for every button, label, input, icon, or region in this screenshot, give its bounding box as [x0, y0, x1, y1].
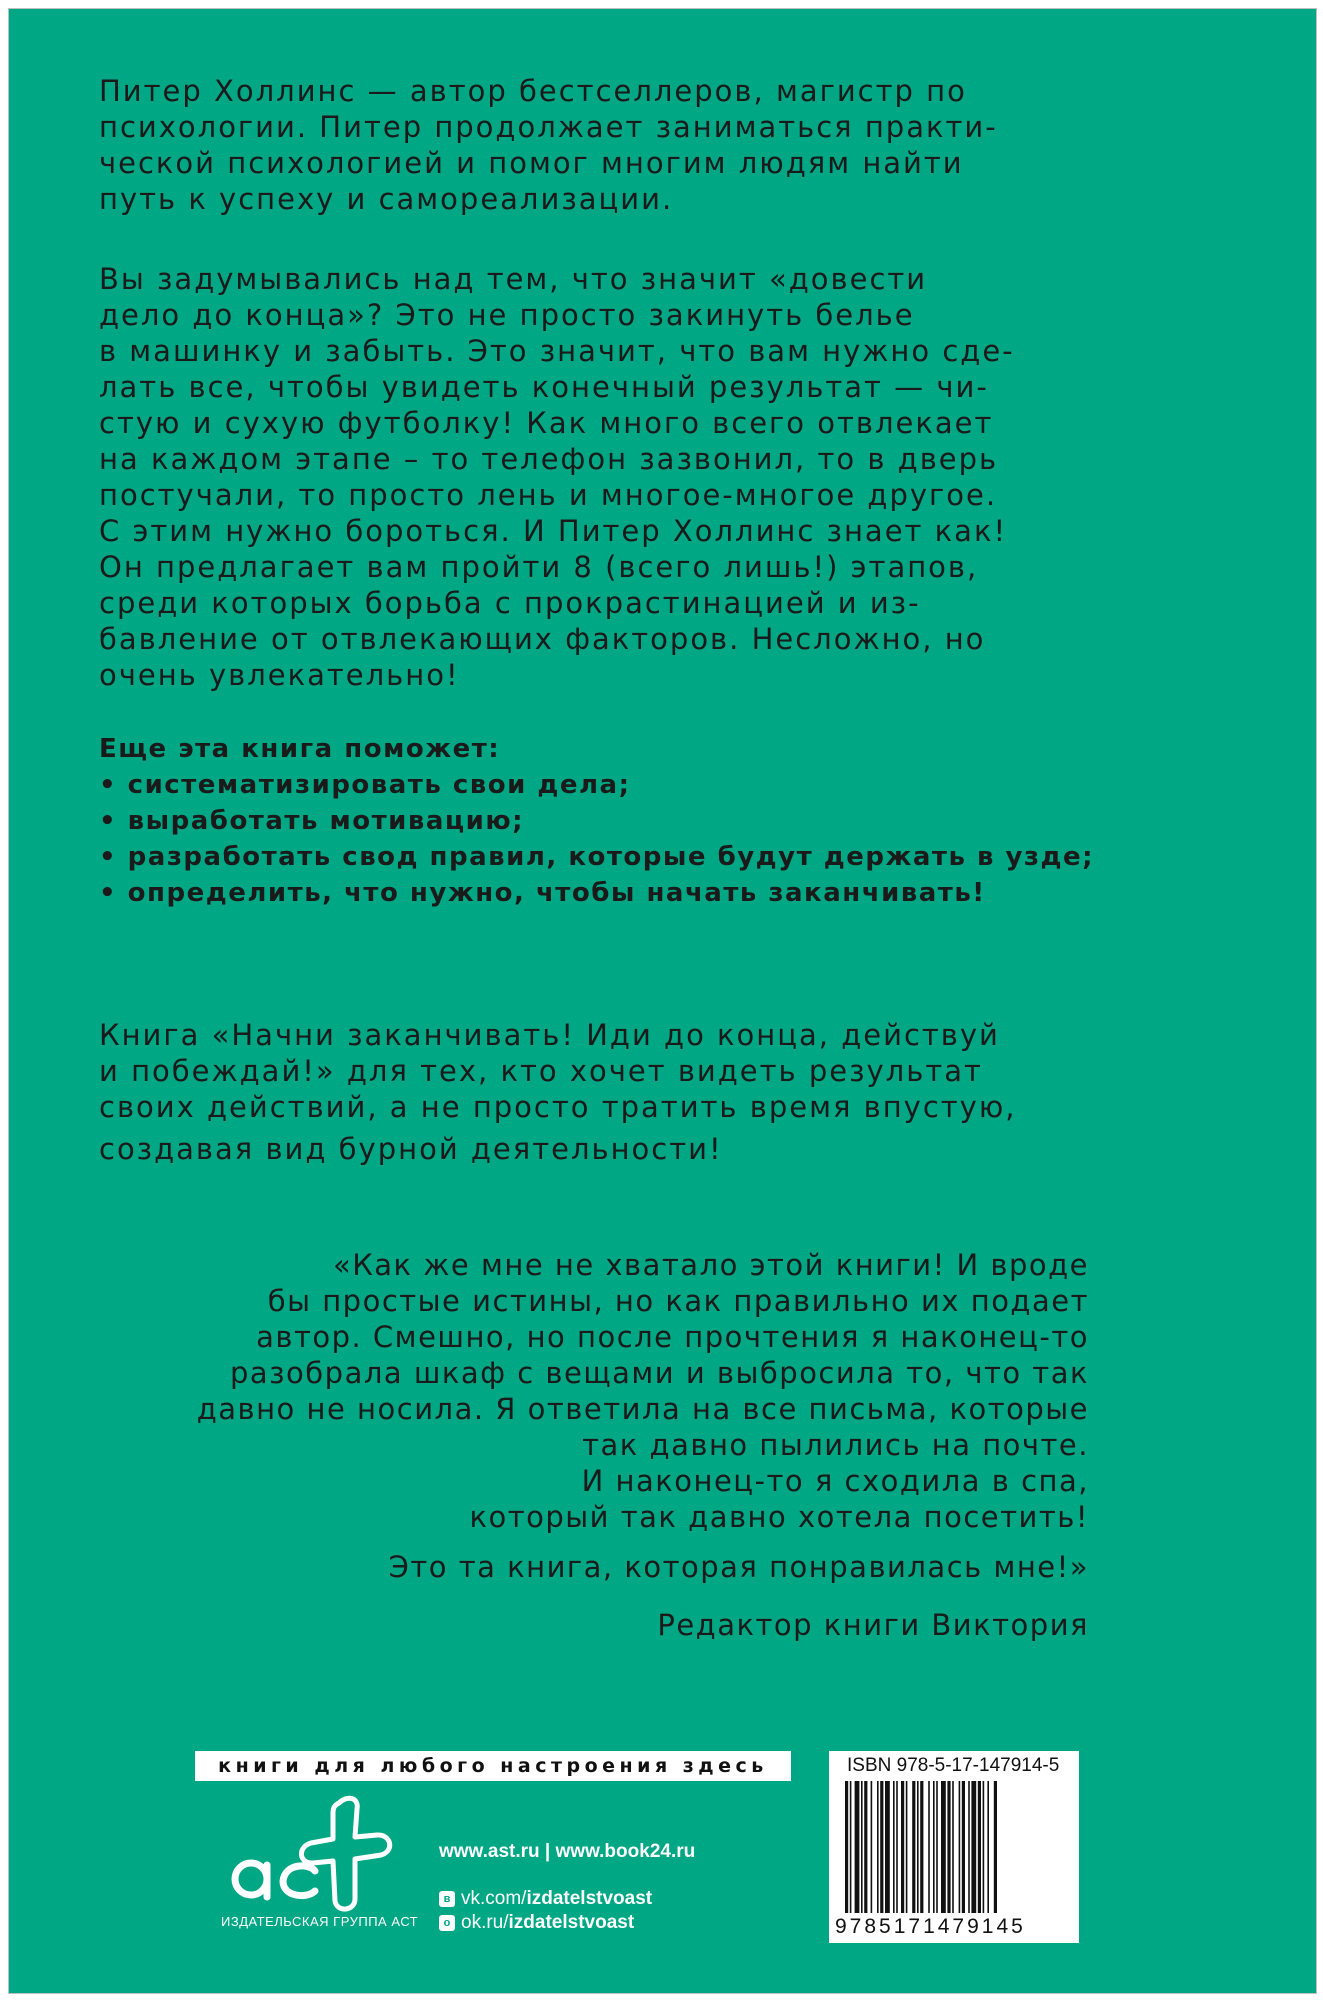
- text-line: Вы задумывались над тем, что значит «довести: [99, 262, 928, 296]
- barcode-bar: [983, 1781, 985, 1913]
- barcode-bar: [880, 1781, 883, 1913]
- text-line: ческой психологией и помог многим людям найти: [99, 146, 964, 180]
- publisher-name: ИЗДАТЕЛЬСКАЯ ГРУППА АСТ: [221, 1914, 419, 1929]
- ok-icon: о: [439, 1915, 455, 1931]
- quote-line: давно не носила. Я ответила на все письма, которые: [196, 1392, 1089, 1426]
- ok-handle: izdatelstvoast: [508, 1912, 635, 1933]
- barcode-bar: [971, 1781, 976, 1913]
- barcode-bar: [912, 1781, 915, 1913]
- barcode-bar: [885, 1781, 890, 1913]
- barcode-bar: [978, 1781, 981, 1913]
- text-line: своих действий, а не просто тратить время впустую,: [99, 1090, 1017, 1124]
- quote-line: И наконец-то я сходила в спа,: [581, 1464, 1089, 1498]
- list-item: • определить, что нужно, чтобы начать заканчивать!: [99, 878, 986, 908]
- ast-logo: [209, 1791, 429, 1921]
- vk-icon: в: [439, 1891, 455, 1907]
- text-line: психологии. Питер продолжает заниматься практи-: [99, 110, 998, 144]
- barcode-bar: [861, 1781, 863, 1913]
- list-item: • выработать мотивацию;: [99, 806, 525, 836]
- helps-list: [99, 731, 1099, 911]
- quote-line: «Как же мне не хватало этой книги! И вроде: [332, 1248, 1089, 1282]
- barcode-bar: [936, 1781, 938, 1913]
- barcode-bar: [917, 1781, 919, 1913]
- barcode-bar: [850, 1781, 852, 1913]
- barcode-bar: [855, 1781, 860, 1913]
- barcode-bar: [928, 1781, 930, 1913]
- barcode-bar: [896, 1781, 898, 1913]
- text-line: стую и сухую футболку! Как много всего отвлекает: [99, 406, 994, 440]
- barcode-bar: [987, 1781, 989, 1913]
- text-line: Он предлагает вам пройти 8 (всего лишь!) этапов,: [99, 550, 979, 584]
- text-line: на каждом этапе – то телефон зазвонил, то в дверь: [99, 442, 999, 476]
- barcode-bar: [941, 1781, 946, 1913]
- text-line: лать все, чтобы увидеть конечный результат — чи-: [99, 370, 989, 404]
- barcode-bar: [893, 1781, 895, 1913]
- barcode-bar: [845, 1781, 848, 1913]
- book-paragraph: [99, 1017, 1099, 1167]
- barcode-box: [829, 1751, 1079, 1943]
- quote-signature: Редактор книги Виктория: [657, 1608, 1089, 1642]
- publisher-links: [439, 1841, 695, 1935]
- author-paragraph: [99, 73, 1099, 217]
- text-line: очень увлекательно!: [99, 658, 460, 692]
- helps-heading: Еще эта книга поможет:: [99, 734, 501, 764]
- barcode-bar: [962, 1781, 965, 1913]
- barcode-bar: [920, 1781, 923, 1913]
- quote-line: который так давно хотела посетить!: [469, 1500, 1089, 1534]
- text-line: Питер Холлинс — автор бестселлеров, магистр по: [99, 74, 967, 108]
- vk-handle: izdatelstvoast: [526, 1888, 653, 1909]
- text-line: бавление от отвлекающих факторов. Несложно, но: [99, 622, 986, 656]
- text-line: и побеждай!» для тех, кто хочет видеть результат: [99, 1054, 983, 1088]
- barcode-bar: [901, 1781, 904, 1913]
- website-links[interactable]: www.ast.ru | www.book24.ru: [439, 1841, 696, 1862]
- book-back-cover: [8, 8, 1317, 1994]
- ok-prefix: ok.ru/: [461, 1912, 509, 1933]
- quote-line: так давно пылились на почте.: [582, 1428, 1089, 1462]
- barcode-bar: [864, 1781, 867, 1913]
- ast-logo-icon: [209, 1791, 429, 1921]
- text-line: в машинку и забыть. Это значит, что вам нужно сде-: [99, 334, 1015, 368]
- quote-line: бы простые истины, но как правильно их подает: [267, 1284, 1089, 1318]
- barcode-bar: [877, 1781, 879, 1913]
- text-line: дело до конца»? Это не просто закинуть белье: [99, 298, 915, 332]
- barcode-bar: [994, 1781, 997, 1913]
- barcode-bar: [947, 1781, 950, 1913]
- list-item: • систематизировать свои дела;: [99, 770, 631, 800]
- barcode-bar: [906, 1781, 908, 1913]
- barcode-bar: [871, 1781, 873, 1913]
- ok-link[interactable]: [439, 1911, 695, 1935]
- text-line: среди которых борьба с прокрастинацией и из-: [99, 586, 921, 620]
- tagline-bar: книги для любого настроения здесь: [195, 1751, 791, 1781]
- editor-quote: [189, 1247, 1089, 1643]
- vk-prefix: vk.com/: [461, 1888, 527, 1909]
- barcode-bar: [952, 1781, 954, 1913]
- text-line: Книга «Начни заканчивать! Иди до конца, действуй: [99, 1018, 1000, 1052]
- isbn-number: ISBN 978-5-17-147914-5: [847, 1755, 1060, 1776]
- list-item: • разработать свод правил, которые будут держать в узде;: [99, 842, 1095, 872]
- text-line: создавая вид бурной деятельности!: [99, 1132, 723, 1166]
- text-line: путь к успеху и самореализации.: [99, 182, 674, 216]
- barcode-bar: [933, 1781, 935, 1913]
- barcode-icon: [843, 1781, 1065, 1917]
- description-paragraph: [99, 261, 1099, 693]
- quote-line: автор. Смешно, но после прочтения я наконец-то: [256, 1320, 1089, 1354]
- barcode-bar: [959, 1781, 961, 1913]
- vk-link[interactable]: [439, 1887, 695, 1911]
- barcode-bar: [968, 1781, 970, 1913]
- ean-number: 9785171479145: [835, 1915, 1026, 1938]
- text-line: постучали, то просто лень и многое-многое другое.: [99, 478, 998, 512]
- quote-line: разобрала шкаф с вещами и выбросила то, что так: [229, 1356, 1089, 1390]
- text-line: С этим нужно бороться. И Питер Холлинс знает как!: [99, 514, 1008, 548]
- quote-closing: Это та книга, которая понравилась мне!»: [388, 1550, 1089, 1584]
